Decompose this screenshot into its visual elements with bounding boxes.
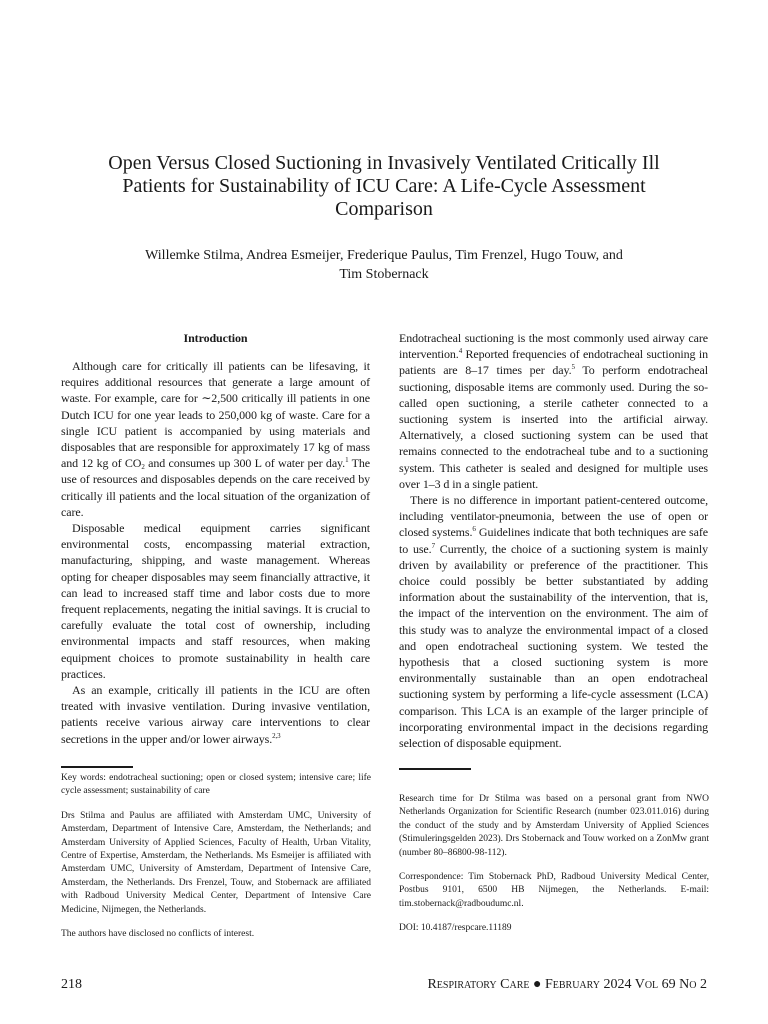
running-footer xyxy=(427,977,707,993)
article-title xyxy=(60,152,708,221)
citation-ref[interactable]: 5 xyxy=(571,363,575,372)
footnotes-right xyxy=(399,793,709,936)
title-line: Comparison xyxy=(335,198,433,220)
footnote-divider xyxy=(61,766,133,768)
journal-name: Respiratory Care xyxy=(427,977,530,992)
page-number: 218 xyxy=(61,977,82,992)
paragraph: Endotracheal suctioning is the most commonly used airway care intervention.$^4$ Reported frequencies of endotracheal suctioning in patients are 8–17 times per day.$^5$ To perform endotracheal suctioning, disposable items are commonly used. During the so-called open suctioning, a sterile catheter connected to a suctioning system is inserted into the artificial airway. Alternatively, a closed suctioning system can be used that remains connected to the endotracheal tube and to a suctioning system. This catheter is sealed and designed for multiple uses over 1–3 d in a single patient. xyxy=(399,331,708,491)
footnotes-left xyxy=(61,772,371,941)
title-line: Open Versus Closed Suctioning in Invasively Ventilated Critically Ill xyxy=(108,152,660,174)
conflicts-note: The authors have disclosed no conflicts of interest. xyxy=(61,929,255,940)
footnote-divider xyxy=(399,768,471,770)
funding-note: Research time for Dr Stilma was based on a personal grant from NWO Netherlands Organization for Scientific Research (number 023.011.016) during the conduct of the study and by Amsterdam University of Applied Sciences (Stimuleringsgelden 2023). Drs Stobernack and Touw worked on a ZonMw grant (number 80–86800-98-112). xyxy=(399,794,709,858)
right-column xyxy=(399,330,708,751)
author-list xyxy=(80,246,688,284)
author-line: Willemke Stilma, Andrea Esmeijer, Frederique Paulus, Tim Frenzel, Hugo Touw, and xyxy=(145,248,623,263)
citation-ref[interactable]: 4 xyxy=(458,347,463,356)
issue-info: February 2024 Vol 69 No 2 xyxy=(544,977,707,992)
citation-ref[interactable]: 7 xyxy=(431,541,435,550)
author-line: Tim Stobernack xyxy=(339,267,429,282)
citation-ref[interactable]: 6 xyxy=(472,525,476,534)
correspondence-note: Correspondence: Tim Stobernack PhD, Radboud University Medical Center, Postbus 9101, 6500 HB Nijmegen, the Netherlands. E-mail: tim.stobernack@radboudumc.nl. xyxy=(399,872,709,909)
paragraph: Disposable medical equipment carries significant environmental costs, encompassing material extraction, manufacturing, shipping, and waste management. Whereas opting for cheaper disposables may seem financially attractive, it can lead to increased staff time and labor costs due to more frequent replacements, negating the initial savings. It is crucial to carefully evaluate the total cost of ownership, including environmental impacts and staff resources, when making equipment choices to promote sustainability in health care practices. xyxy=(61,521,370,681)
citation-ref[interactable]: 2,3 xyxy=(272,731,281,740)
paragraph: There is no difference in important patient-centered outcome, including ventilator-pneumonia, between the use of open or closed systems.$^6$ Guidelines indicate that both techniques are safe to use.$^7$ Currently, the choice of a suctioning system is mainly driven by availability or preference of the practitioner. This choice could possibly be better substantiated by adding information about the sustainability of the intervention, that is, the impact of the intervention on the environment. The aim of this study was to analyze the environmental impact of a closed and open endotracheal suctioning system. We tested the hypothesis that a closed suctioning system is more environmentally sustainable than an open endotracheal suctioning system by performing a life-cycle assessment (LCA) comparison. This LCA is an example of the larger principle of incorporating environmental impact in the decisions regarding selection of disposable equipment. xyxy=(399,493,708,751)
doi-link[interactable]: DOI: 10.4187/respcare.11189 xyxy=(399,923,512,934)
paragraph: As an example, critically ill patients in the ICU are often treated with invasive ventilation. During invasive ventilation, patients receive various airway care interventions to clear secretions in the upper and/or lower airways.$^{2,3}$ xyxy=(61,683,370,746)
citation-ref[interactable]: 1 xyxy=(345,456,349,465)
paragraph: Although care for critically ill patients can be lifesaving, it requires additional resources that generate a large amount of waste. For example, care for ∼2,500 critically ill patients in one Dutch ICU for one year leads to 250,000 kg of waste. Care for a single ICU patient is accompanied by using materials and disposables that are responsible for approximately 17 kg of mass and 12 kg of $CO_2$ and consumes up 300 L of water per day.$^1$ The use of resources and disposables depends on the care received by critically ill patients and the local situation of the organization of care. xyxy=(61,359,370,519)
bullet-separator: ● xyxy=(532,977,545,992)
affiliations-note: Drs Stilma and Paulus are affiliated with Amsterdam UMC, University of Amsterdam, Department of Intensive Care, Amsterdam, the Netherlands; and Amsterdam University of Applied Sciences, Faculty of Health, Urban Vitality, Centre of Expertise, Amsterdam, the Netherlands. Ms Esmeijer is affiliated with Amsterdam UMC, University of Amsterdam, Department of Intensive Care, Amsterdam, the Netherlands. Drs Frenzel, Touw, and Stobernack are affiliated with Radboud University Medical Center, Department of Intensive Care Medicine, Nijmegen, the Netherlands. xyxy=(61,810,371,915)
keywords-note: Key words: endotracheal suctioning; open or closed system; intensive care; life cycle assessment; sustainability of care xyxy=(61,773,371,797)
left-column xyxy=(61,330,370,747)
section-heading: Introduction xyxy=(183,331,248,345)
title-line: Patients for Sustainability of ICU Care: A Life-Cycle Assessment xyxy=(122,175,646,197)
